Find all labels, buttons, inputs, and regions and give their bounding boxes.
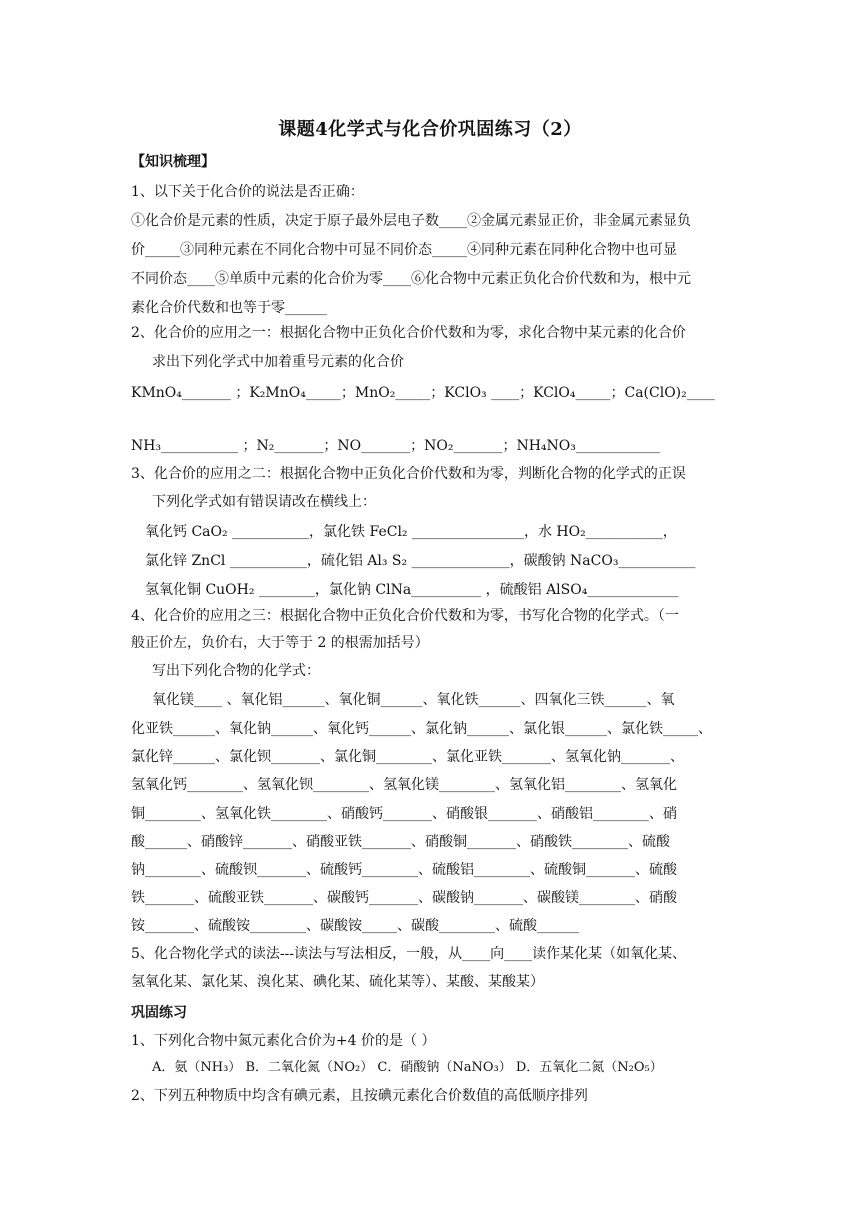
question-4-line: 钠________、硫酸钡_______、硫酸钙________、硫酸铝________、硫酸铜_______、硫酸 — [131, 862, 677, 878]
question-4-line: 氯化锌______、氯化钡_______、氯化铜________、氯化亚铁_______、氢氧化钠_______、 — [131, 749, 684, 765]
question-3-row: 氯化锌 ZnCl ___________，硫化铝 Al₃ S₂ ______________，碳酸钠 NaCO₃___________ — [145, 553, 696, 569]
section-heading-knowledge: 【知识梳理】 — [131, 154, 215, 170]
question-4-line: 化亚铁______、氧化钠______、氧化钙______、氯化钠______、氯化银______、氯化铁_____、 — [131, 721, 712, 737]
question-4-line: 氢氧化钙________、氢氧化钡________、氢氧化镁________、氢氧化铝________、氢氧化 — [131, 777, 677, 793]
question-1-line: 素化合价代数和也等于零______ — [131, 300, 327, 316]
question-1-line: ①化合价是元素的性质，决定于原子最外层电子数____②金属元素显正价，非金属元素显负 — [131, 213, 691, 229]
question-4-intro: 般正价左，负价右，大于等于 2 的根需加括号） — [131, 635, 429, 651]
question-5-line: 5、化合物化学式的读法---读法与写法相反，一般，从____向____读作某化某（如氧化某、 — [131, 946, 687, 962]
question-2-instruction: 求出下列化学式中加着重号元素的化合价 — [152, 354, 404, 370]
practice-question-1-options: A．氨（NH₃） B．二氧化氮（NO₂） C．硝酸钠（NaNO₃） D．五氧化二氮（N₂O₅） — [152, 1060, 663, 1075]
question-5-line: 氢氧化某、氯化某、溴化某、碘化某、硫化某等）、某酸、某酸某） — [131, 974, 544, 990]
question-3-row: 氢氧化铜 CuOH₂ ________，氯化钠 ClNa__________ ，硫酸铝 AlSO₄_____________ — [145, 582, 679, 598]
practice-question-2: 2、下列五种物质中均含有碘元素，且按碘元素化合价数值的高低顺序排列 — [131, 1088, 588, 1104]
question-3-instruction: 下列化学式如有错误请改在横线上： — [152, 494, 376, 510]
question-2-formulas: NH₃___________ ；N₂_______；NO_______；NO₂_______；NH₄NO₃____________ — [131, 438, 660, 454]
question-2-formulas: KMnO₄_______ ；K₂MnO₄_____；MnO₂_____；KClO₃ ____；KClO₄_____；Ca(ClO)₂____ — [131, 385, 715, 401]
practice-question-1: 1、下列化合物中氮元素化合价为+4 价的是（ ） — [131, 1033, 436, 1049]
question-1-line: 不同价态____⑤单质中元素的化合价为零____⑥化合物中元素正负化合价代数和为，根中元 — [131, 271, 691, 287]
question-4-line: 铜________、氢氧化铁________、硝酸钙_______、硝酸银_______、硝酸铝________、硝 — [131, 806, 677, 822]
question-4-intro: 4、化合价的应用之三：根据化合物中正负化合价代数和为零，书写化合物的化学式。（一 — [131, 608, 679, 624]
question-4-line: 铁_______、硫酸亚铁_______、碳酸钙_______、碳酸钠_______、碳酸镁________、硝酸 — [131, 890, 677, 906]
question-1-intro: 1、以下关于化合价的说法是否正确： — [131, 184, 364, 200]
section-heading-practice: 巩固练习 — [131, 1005, 187, 1021]
question-3-row: 氧化钙 CaO₂ ___________，氯化铁 FeCl₂ ________________，水 HO₂___________， — [145, 524, 677, 540]
question-3-intro: 3、化合价的应用之二：根据化合物中正负化合价代数和为零，判断化合物的化学式的正误 — [131, 466, 686, 482]
page-title: 课题4化学式与化合价巩固练习（2） — [278, 119, 582, 140]
question-4-line: 氧化镁____ 、氧化铝______、氧化铜______、氧化铁______、四氧化三铁______、氧 — [152, 692, 675, 708]
question-2-intro: 2、化合价的应用之一：根据化合物中正负化合价代数和为零，求化合物中某元素的化合价 — [131, 325, 686, 341]
question-4-instruction: 写出下列化合物的化学式： — [152, 663, 320, 679]
question-4-line: 酸______、硝酸锌_______、硝酸亚铁_______、硝酸铜_______、硝酸铁________、硫酸 — [131, 834, 670, 850]
question-1-line: 价_____③同种元素在不同化合物中可显不同价态_____④同种元素在同种化合物中也可显 — [131, 242, 677, 258]
question-4-line: 铵_______、硫酸铵________、碳酸铵_____、碳酸________、硫酸______ — [131, 918, 579, 934]
